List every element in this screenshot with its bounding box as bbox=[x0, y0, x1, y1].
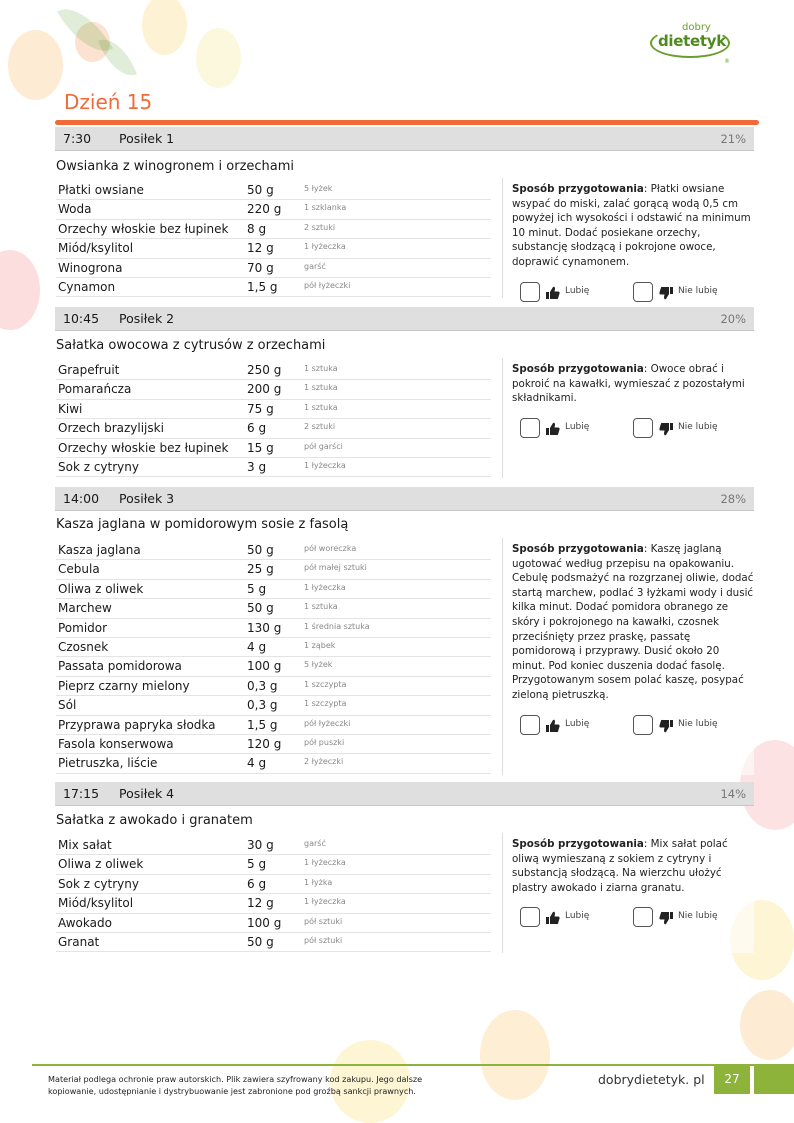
ingredient-name: Pomidor bbox=[58, 620, 108, 635]
thumbs-down-icon bbox=[659, 285, 673, 299]
ingredient-household-measure: pół woreczka bbox=[304, 544, 357, 553]
ingredient-row bbox=[56, 855, 491, 874]
ingredient-row bbox=[56, 894, 491, 913]
ingredient-row bbox=[56, 541, 491, 560]
thumbs-down-icon bbox=[659, 718, 673, 732]
recipe-title: Kasza jaglana w pomidorowym sosie z fasolą bbox=[56, 517, 349, 532]
ingredient-name: Oliwa z oliwek bbox=[58, 581, 144, 596]
ingredients-table bbox=[56, 181, 491, 297]
preparation-text bbox=[512, 182, 754, 270]
ingredient-name: Czosnek bbox=[58, 639, 109, 654]
vote-row bbox=[512, 282, 754, 308]
ingredient-quantity: 8 g bbox=[247, 221, 267, 236]
vote-row bbox=[512, 418, 754, 444]
background-lemon-decoration bbox=[196, 28, 241, 88]
ingredient-household-measure: 1 szczypta bbox=[304, 679, 347, 689]
copyright-note: Materiał podlega ochronie praw autorskich. Plik zawiera szyfrowany kod zakupu. Jego dalsze kopiowanie, udostępnianie i dystrybuowanie jest zabronione pod groźbą sankcji prawnych. bbox=[48, 1074, 423, 1096]
ingredient-household-measure: 2 sztuki bbox=[304, 422, 336, 432]
page-number: 27 bbox=[714, 1064, 750, 1094]
ingredient-name: Grapefruit bbox=[58, 363, 120, 377]
logo-small-text: dobry bbox=[682, 22, 711, 33]
meal-name: Posiłek 3 bbox=[119, 491, 175, 506]
ingredient-household-measure: 1 ząbek bbox=[304, 640, 336, 650]
vote-row bbox=[512, 715, 754, 741]
ingredient-household-measure: garść bbox=[304, 839, 326, 848]
ingredient-household-measure: 1 sztuka bbox=[304, 402, 338, 412]
ingredient-quantity: 12 g bbox=[247, 241, 274, 256]
background-orange-decoration bbox=[740, 990, 794, 1060]
ingredient-household-measure: 1 łyżeczka bbox=[304, 858, 346, 868]
day-title-underline bbox=[55, 120, 759, 125]
ingredient-row bbox=[56, 220, 491, 239]
ingredient-quantity: 120 g bbox=[247, 736, 282, 751]
dislike-checkbox[interactable] bbox=[633, 282, 653, 302]
meal-name: Posiłek 1 bbox=[119, 131, 175, 146]
ingredient-name: Przyprawa papryka słodka bbox=[58, 717, 216, 732]
recipe-title: Owsianka z winogronem i orzechami bbox=[56, 159, 295, 174]
ingredient-row bbox=[56, 278, 491, 297]
like-label: Lubię bbox=[565, 285, 590, 296]
ingredient-name: Pietruszka, liście bbox=[58, 756, 158, 771]
ingredient-household-measure: 1 łyżeczka bbox=[304, 460, 346, 470]
ingredient-household-measure: 1 łyżeczka bbox=[304, 897, 346, 907]
footer-green-tab bbox=[754, 1064, 794, 1094]
ingredient-household-measure: pół łyżeczki bbox=[304, 280, 351, 290]
dislike-label: Nie lubię bbox=[678, 718, 718, 729]
ingredient-quantity: 1,5 g bbox=[247, 717, 278, 732]
thumbs-down-icon bbox=[659, 421, 673, 435]
ingredient-row bbox=[56, 638, 491, 657]
thumbs-up-icon bbox=[546, 421, 560, 435]
ingredient-name: Oliwa z oliwek bbox=[58, 857, 144, 872]
ingredient-quantity: 70 g bbox=[247, 260, 274, 275]
dislike-checkbox[interactable] bbox=[633, 715, 653, 735]
preparation-instructions: : Kaszę jaglaną ugotować według przepisu na opakowaniu. Cebulę podsmażyć na rozgrzanej oliwie, dodać startą marchew, podlać 3 łyżkami wody i dusić kilka minut. Dodać pomidora obranego ze skóry i pokrojonego na kawałki, czosnek przeciśnięty przez praskę, passatę pomidorową i przyprawy. Dusić około 20 minut. Pod koniec duszenia dodać fasolę. Przygotowanym sosem polać kaszę, posypać zieloną pietruszką. bbox=[512, 543, 754, 701]
ingredient-row bbox=[56, 836, 491, 855]
preparation-label: Sposób przygotowania bbox=[512, 183, 644, 195]
meal-header bbox=[55, 782, 754, 806]
ingredient-name: Orzech brazylijski bbox=[58, 421, 164, 436]
background-leaf-decoration bbox=[57, 0, 113, 63]
preparation-instructions: : Mix sałat polać oliwą wymieszaną z sokiem z cytryny i substancją słodzącą. Na wierzchu ułożyć plastry awokado i ziarna granatu. bbox=[512, 838, 728, 894]
preparation-label: Sposób przygotowania bbox=[512, 543, 644, 555]
ingredient-household-measure: 1 łyżka bbox=[304, 877, 333, 887]
meal-name: Posiłek 4 bbox=[119, 786, 175, 801]
ingredient-row bbox=[56, 200, 491, 219]
ingredient-quantity: 75 g bbox=[247, 401, 274, 416]
ingredient-row bbox=[56, 933, 491, 952]
ingredients-table bbox=[56, 836, 491, 952]
ingredient-household-measure: 1 średnia sztuka bbox=[304, 621, 370, 631]
background-orange-decoration bbox=[75, 22, 110, 62]
background-grapefruit-decoration bbox=[0, 250, 40, 330]
ingredient-row bbox=[56, 181, 491, 200]
ingredient-quantity: 12 g bbox=[247, 896, 274, 911]
ingredient-name: Płatki owsiane bbox=[58, 183, 144, 197]
ingredient-name: Orzechy włoskie bez łupinek bbox=[58, 440, 229, 455]
meal-header bbox=[55, 487, 754, 511]
meal-energy-percent: 21% bbox=[720, 132, 746, 146]
ingredient-row bbox=[56, 560, 491, 579]
preparation-instructions: : Owoce obrać i pokroić na kawałki, wymieszać z pozostałymi składnikami. bbox=[512, 363, 745, 405]
ingredient-name: Winogrona bbox=[58, 260, 123, 275]
ingredient-household-measure: pół puszki bbox=[304, 737, 345, 747]
ingredient-quantity: 6 g bbox=[247, 421, 267, 436]
ingredient-quantity: 100 g bbox=[247, 915, 282, 930]
dislike-label: Nie lubię bbox=[678, 421, 718, 432]
like-checkbox[interactable] bbox=[520, 418, 540, 438]
ingredient-name: Sól bbox=[58, 698, 77, 713]
thumbs-up-icon bbox=[546, 285, 560, 299]
background-orange-decoration bbox=[8, 30, 63, 100]
background-leaf-decoration bbox=[98, 32, 137, 83]
ingredient-quantity: 100 g bbox=[247, 659, 282, 674]
ingredient-name: Awokado bbox=[58, 915, 112, 930]
background-lemon-decoration bbox=[142, 0, 187, 55]
ingredient-row bbox=[56, 657, 491, 676]
ingredient-row bbox=[56, 677, 491, 696]
ingredient-name: Fasola konserwowa bbox=[58, 736, 174, 751]
footer-divider bbox=[32, 1064, 794, 1066]
dislike-checkbox[interactable] bbox=[633, 418, 653, 438]
brand-logo bbox=[648, 22, 734, 66]
preparation-panel bbox=[502, 178, 754, 298]
ingredient-household-measure: 5 łyżek bbox=[304, 184, 333, 193]
thumbs-up-icon bbox=[546, 910, 560, 924]
ingredient-quantity: 50 g bbox=[247, 183, 274, 197]
ingredient-quantity: 30 g bbox=[247, 838, 274, 852]
ingredient-name: Miód/ksylitol bbox=[58, 241, 134, 256]
ingredient-quantity: 50 g bbox=[247, 543, 274, 557]
meal-name: Posiłek 2 bbox=[119, 311, 175, 326]
ingredient-name: Cynamon bbox=[58, 279, 116, 294]
ingredient-household-measure: 1 sztuka bbox=[304, 383, 338, 393]
ingredient-name: Marchew bbox=[58, 601, 112, 616]
ingredient-quantity: 200 g bbox=[247, 382, 282, 397]
like-label: Lubię bbox=[565, 421, 590, 432]
dislike-checkbox[interactable] bbox=[633, 907, 653, 927]
ingredient-row bbox=[56, 875, 491, 894]
ingredient-household-measure: 1 łyżeczka bbox=[304, 242, 346, 252]
ingredient-name: Woda bbox=[58, 202, 92, 217]
ingredient-quantity: 25 g bbox=[247, 562, 274, 577]
meal-time: 10:45 bbox=[63, 311, 100, 326]
meal-header bbox=[55, 307, 754, 331]
preparation-instructions: : Płatki owsiane wsypać do miski, zalać gorącą wodą 0,5 cm powyżej ich wysokości i odstawić na minimum 10 minut. Dodać posiekane orzechy, substancję słodzącą i pokrojone owoce, doprawić cynamonem. bbox=[512, 183, 751, 268]
ingredient-household-measure: 1 szczypta bbox=[304, 699, 347, 709]
meal-time: 17:15 bbox=[63, 786, 100, 801]
ingredient-household-measure: 1 łyżeczka bbox=[304, 582, 346, 592]
ingredient-name: Sok z cytryny bbox=[58, 459, 139, 474]
ingredient-name: Cebula bbox=[58, 562, 100, 577]
like-checkbox[interactable] bbox=[520, 907, 540, 927]
thumbs-down-icon bbox=[659, 910, 673, 924]
like-label: Lubię bbox=[565, 718, 590, 729]
ingredient-quantity: 250 g bbox=[247, 363, 282, 377]
ingredient-household-measure: 2 sztuki bbox=[304, 222, 336, 232]
ingredient-row bbox=[56, 580, 491, 599]
background-orange-decoration bbox=[480, 1010, 550, 1100]
ingredient-quantity: 3 g bbox=[247, 459, 267, 474]
ingredient-row bbox=[56, 619, 491, 638]
logo-big-text: dietetyk bbox=[658, 32, 726, 50]
ingredient-name: Miód/ksylitol bbox=[58, 896, 134, 911]
ingredients-table bbox=[56, 361, 491, 477]
preparation-text bbox=[512, 837, 754, 895]
ingredient-household-measure: 1 sztuka bbox=[304, 364, 338, 373]
ingredient-row bbox=[56, 716, 491, 735]
ingredients-table bbox=[56, 541, 491, 774]
dislike-label: Nie lubię bbox=[678, 911, 718, 922]
ingredient-row bbox=[56, 735, 491, 754]
ingredient-row bbox=[56, 458, 491, 477]
meal-energy-percent: 14% bbox=[720, 787, 746, 801]
ingredient-quantity: 50 g bbox=[247, 601, 274, 616]
preparation-text bbox=[512, 542, 754, 703]
ingredient-household-measure: pół sztuki bbox=[304, 935, 343, 945]
meal-time: 14:00 bbox=[63, 491, 100, 506]
ingredient-name: Kasza jaglana bbox=[58, 543, 141, 557]
ingredient-quantity: 220 g bbox=[247, 202, 282, 217]
ingredient-row bbox=[56, 400, 491, 419]
ingredient-row bbox=[56, 259, 491, 278]
logo-registered-mark: ® bbox=[724, 58, 730, 65]
ingredient-quantity: 4 g bbox=[247, 756, 267, 771]
preparation-text bbox=[512, 362, 754, 406]
ingredient-name: Mix sałat bbox=[58, 838, 112, 852]
ingredient-row bbox=[56, 380, 491, 399]
ingredient-quantity: 130 g bbox=[247, 620, 282, 635]
ingredient-household-measure: pół sztuki bbox=[304, 916, 343, 926]
ingredient-quantity: 5 g bbox=[247, 857, 267, 872]
like-checkbox[interactable] bbox=[520, 282, 540, 302]
ingredient-household-measure: 2 łyżeczki bbox=[304, 757, 344, 767]
ingredient-quantity: 5 g bbox=[247, 581, 267, 596]
dislike-label: Nie lubię bbox=[678, 285, 718, 296]
ingredient-row bbox=[56, 419, 491, 438]
ingredient-row bbox=[56, 754, 491, 773]
ingredient-quantity: 50 g bbox=[247, 934, 274, 949]
recipe-title: Sałatka z awokado i granatem bbox=[56, 813, 253, 828]
footer-website-link[interactable]: dobrydietetyk. pl bbox=[598, 1072, 705, 1087]
ingredient-row bbox=[56, 239, 491, 258]
ingredient-name: Passata pomidorowa bbox=[58, 659, 182, 674]
ingredient-name: Pieprz czarny mielony bbox=[58, 678, 190, 693]
day-title: Dzień 15 bbox=[64, 90, 153, 114]
preparation-panel bbox=[502, 358, 754, 478]
ingredient-household-measure: garść bbox=[304, 261, 326, 271]
ingredient-household-measure: 1 szklanka bbox=[304, 203, 347, 213]
ingredient-quantity: 15 g bbox=[247, 440, 274, 455]
preparation-label: Sposób przygotowania bbox=[512, 838, 644, 850]
vote-row bbox=[512, 907, 754, 933]
meal-energy-percent: 20% bbox=[720, 312, 746, 326]
like-label: Lubię bbox=[565, 911, 590, 922]
ingredient-household-measure: 1 sztuka bbox=[304, 602, 338, 612]
thumbs-up-icon bbox=[546, 718, 560, 732]
ingredient-row bbox=[56, 696, 491, 715]
ingredient-quantity: 0,3 g bbox=[247, 678, 278, 693]
ingredient-household-measure: pół małej sztuki bbox=[304, 563, 367, 573]
ingredient-row bbox=[56, 914, 491, 933]
meal-header bbox=[55, 127, 754, 151]
ingredient-quantity: 4 g bbox=[247, 639, 267, 654]
meal-time: 7:30 bbox=[63, 131, 92, 146]
like-checkbox[interactable] bbox=[520, 715, 540, 735]
ingredient-name: Orzechy włoskie bez łupinek bbox=[58, 221, 229, 236]
ingredient-household-measure: 5 łyżek bbox=[304, 660, 333, 670]
ingredient-household-measure: pół garści bbox=[304, 441, 343, 451]
meal-energy-percent: 28% bbox=[720, 492, 746, 506]
ingredient-quantity: 6 g bbox=[247, 876, 267, 891]
ingredient-name: Granat bbox=[58, 934, 100, 949]
recipe-title: Sałatka owocowa z cytrusów z orzechami bbox=[56, 338, 326, 353]
ingredient-quantity: 1,5 g bbox=[247, 279, 278, 294]
preparation-panel bbox=[502, 538, 754, 775]
preparation-label: Sposób przygotowania bbox=[512, 363, 644, 375]
ingredient-name: Kiwi bbox=[58, 401, 83, 416]
ingredient-row bbox=[56, 361, 491, 380]
ingredient-row bbox=[56, 599, 491, 618]
ingredient-name: Sok z cytryny bbox=[58, 876, 139, 891]
ingredient-row bbox=[56, 439, 491, 458]
ingredient-name: Pomarańcza bbox=[58, 382, 132, 397]
ingredient-quantity: 0,3 g bbox=[247, 698, 278, 713]
preparation-panel bbox=[502, 833, 754, 953]
ingredient-household-measure: pół łyżeczki bbox=[304, 718, 351, 728]
